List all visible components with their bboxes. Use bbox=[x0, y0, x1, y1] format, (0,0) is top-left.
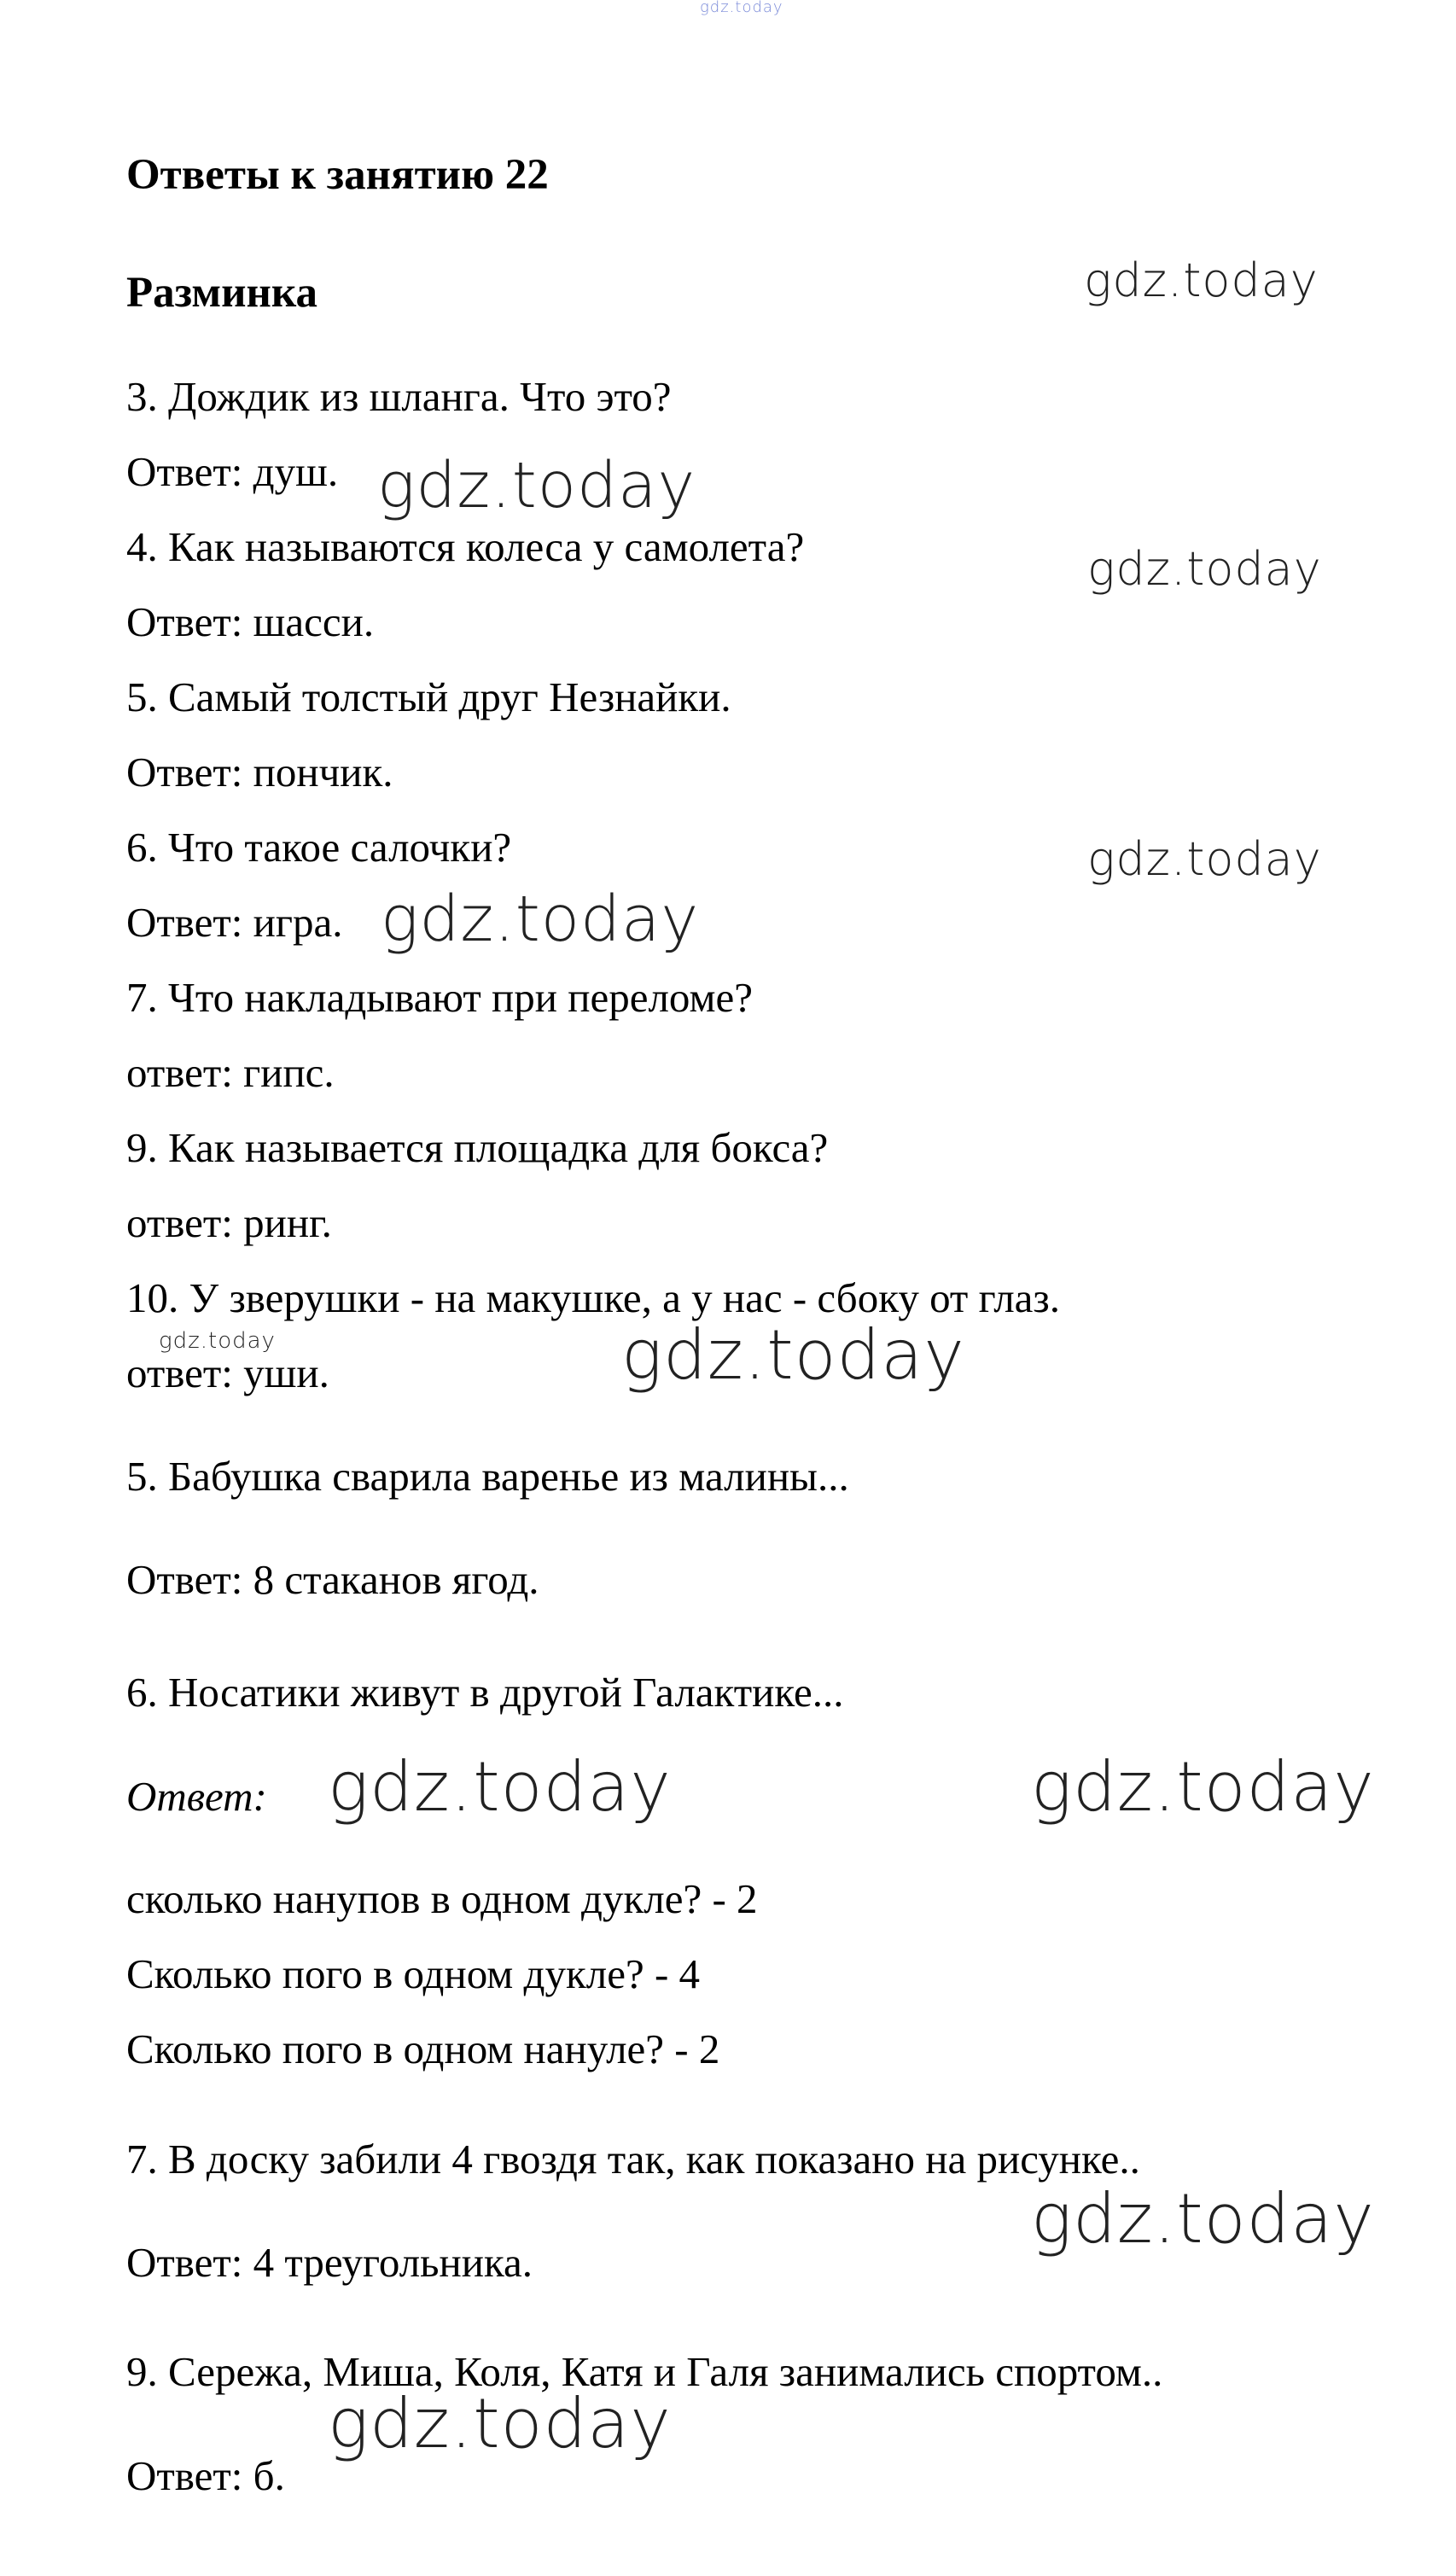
warmup-answer-6: Ответ: игра. bbox=[126, 899, 343, 946]
watermark-top: gdz.today bbox=[700, 0, 783, 16]
watermark: gdz.today bbox=[1084, 254, 1319, 307]
warmup-question-6: 6. Что такое салочки? bbox=[126, 824, 512, 871]
task-9-question: 9. Сережа, Миша, Коля, Катя и Галя занимались спортом.. bbox=[126, 2348, 1163, 2395]
watermark: gdz.today bbox=[159, 1328, 276, 1354]
task-5-answer: Ответ: 8 стаканов ягод. bbox=[126, 1556, 539, 1603]
task-7-question: 7. В доску забили 4 гвоздя так, как показано на рисунке.. bbox=[126, 2136, 1140, 2183]
warmup-question-3: 3. Дождик из шланга. Что это? bbox=[126, 373, 672, 420]
task-6-answer-line-1: сколько нанупов в одном дукле? - 2 bbox=[126, 1875, 758, 1922]
watermark: gdz.today bbox=[328, 2384, 672, 2463]
warmup-question-4: 4. Как называются колеса у самолета? bbox=[126, 523, 805, 570]
watermark: gdz.today bbox=[621, 1315, 965, 1395]
watermark: gdz.today bbox=[381, 883, 700, 956]
warmup-answer-5: Ответ: пончик. bbox=[126, 749, 393, 796]
task-6-answer-line-2: Сколько пого в одном дукле? - 4 bbox=[126, 1950, 701, 1997]
warmup-answer-10: ответ: уши. bbox=[126, 1349, 329, 1396]
watermark: gdz.today bbox=[377, 449, 696, 522]
warmup-answer-9: ответ: ринг. bbox=[126, 1199, 332, 1246]
watermark: gdz.today bbox=[1031, 1747, 1375, 1827]
task-9-answer: Ответ: б. bbox=[126, 2452, 285, 2499]
warmup-question-9: 9. Как называется площадка для бокса? bbox=[126, 1124, 829, 1171]
task-6-answer-label: Ответ: bbox=[126, 1773, 267, 1820]
warmup-answer-4: Ответ: шасси. bbox=[126, 598, 375, 645]
task-7-answer: Ответ: 4 треугольника. bbox=[126, 2239, 533, 2286]
warmup-question-5: 5. Самый толстый друг Незнайки. bbox=[126, 673, 731, 720]
task-6-answer-line-3: Сколько пого в одном нануле? - 2 bbox=[126, 2025, 720, 2072]
warmup-answer-7: ответ: гипс. bbox=[126, 1049, 335, 1096]
task-6-question: 6. Носатики живут в другой Галактике... bbox=[126, 1669, 844, 1716]
watermark: gdz.today bbox=[328, 1747, 672, 1827]
watermark: gdz.today bbox=[1087, 542, 1322, 596]
warmup-answer-3: Ответ: душ. bbox=[126, 448, 339, 495]
warmup-question-7: 7. Что накладывают при переломе? bbox=[126, 974, 753, 1021]
watermark: gdz.today bbox=[1031, 2179, 1375, 2258]
watermark: gdz.today bbox=[1087, 832, 1322, 886]
page-title: Ответы к занятию 22 bbox=[126, 151, 549, 199]
section-title-warmup: Разминка bbox=[126, 269, 318, 317]
warmup-question-10: 10. У зверушки - на макушке, а у нас - сбоку от глаз. bbox=[126, 1274, 1061, 1321]
task-5-question: 5. Бабушка сварила варенье из малины... bbox=[126, 1453, 849, 1500]
